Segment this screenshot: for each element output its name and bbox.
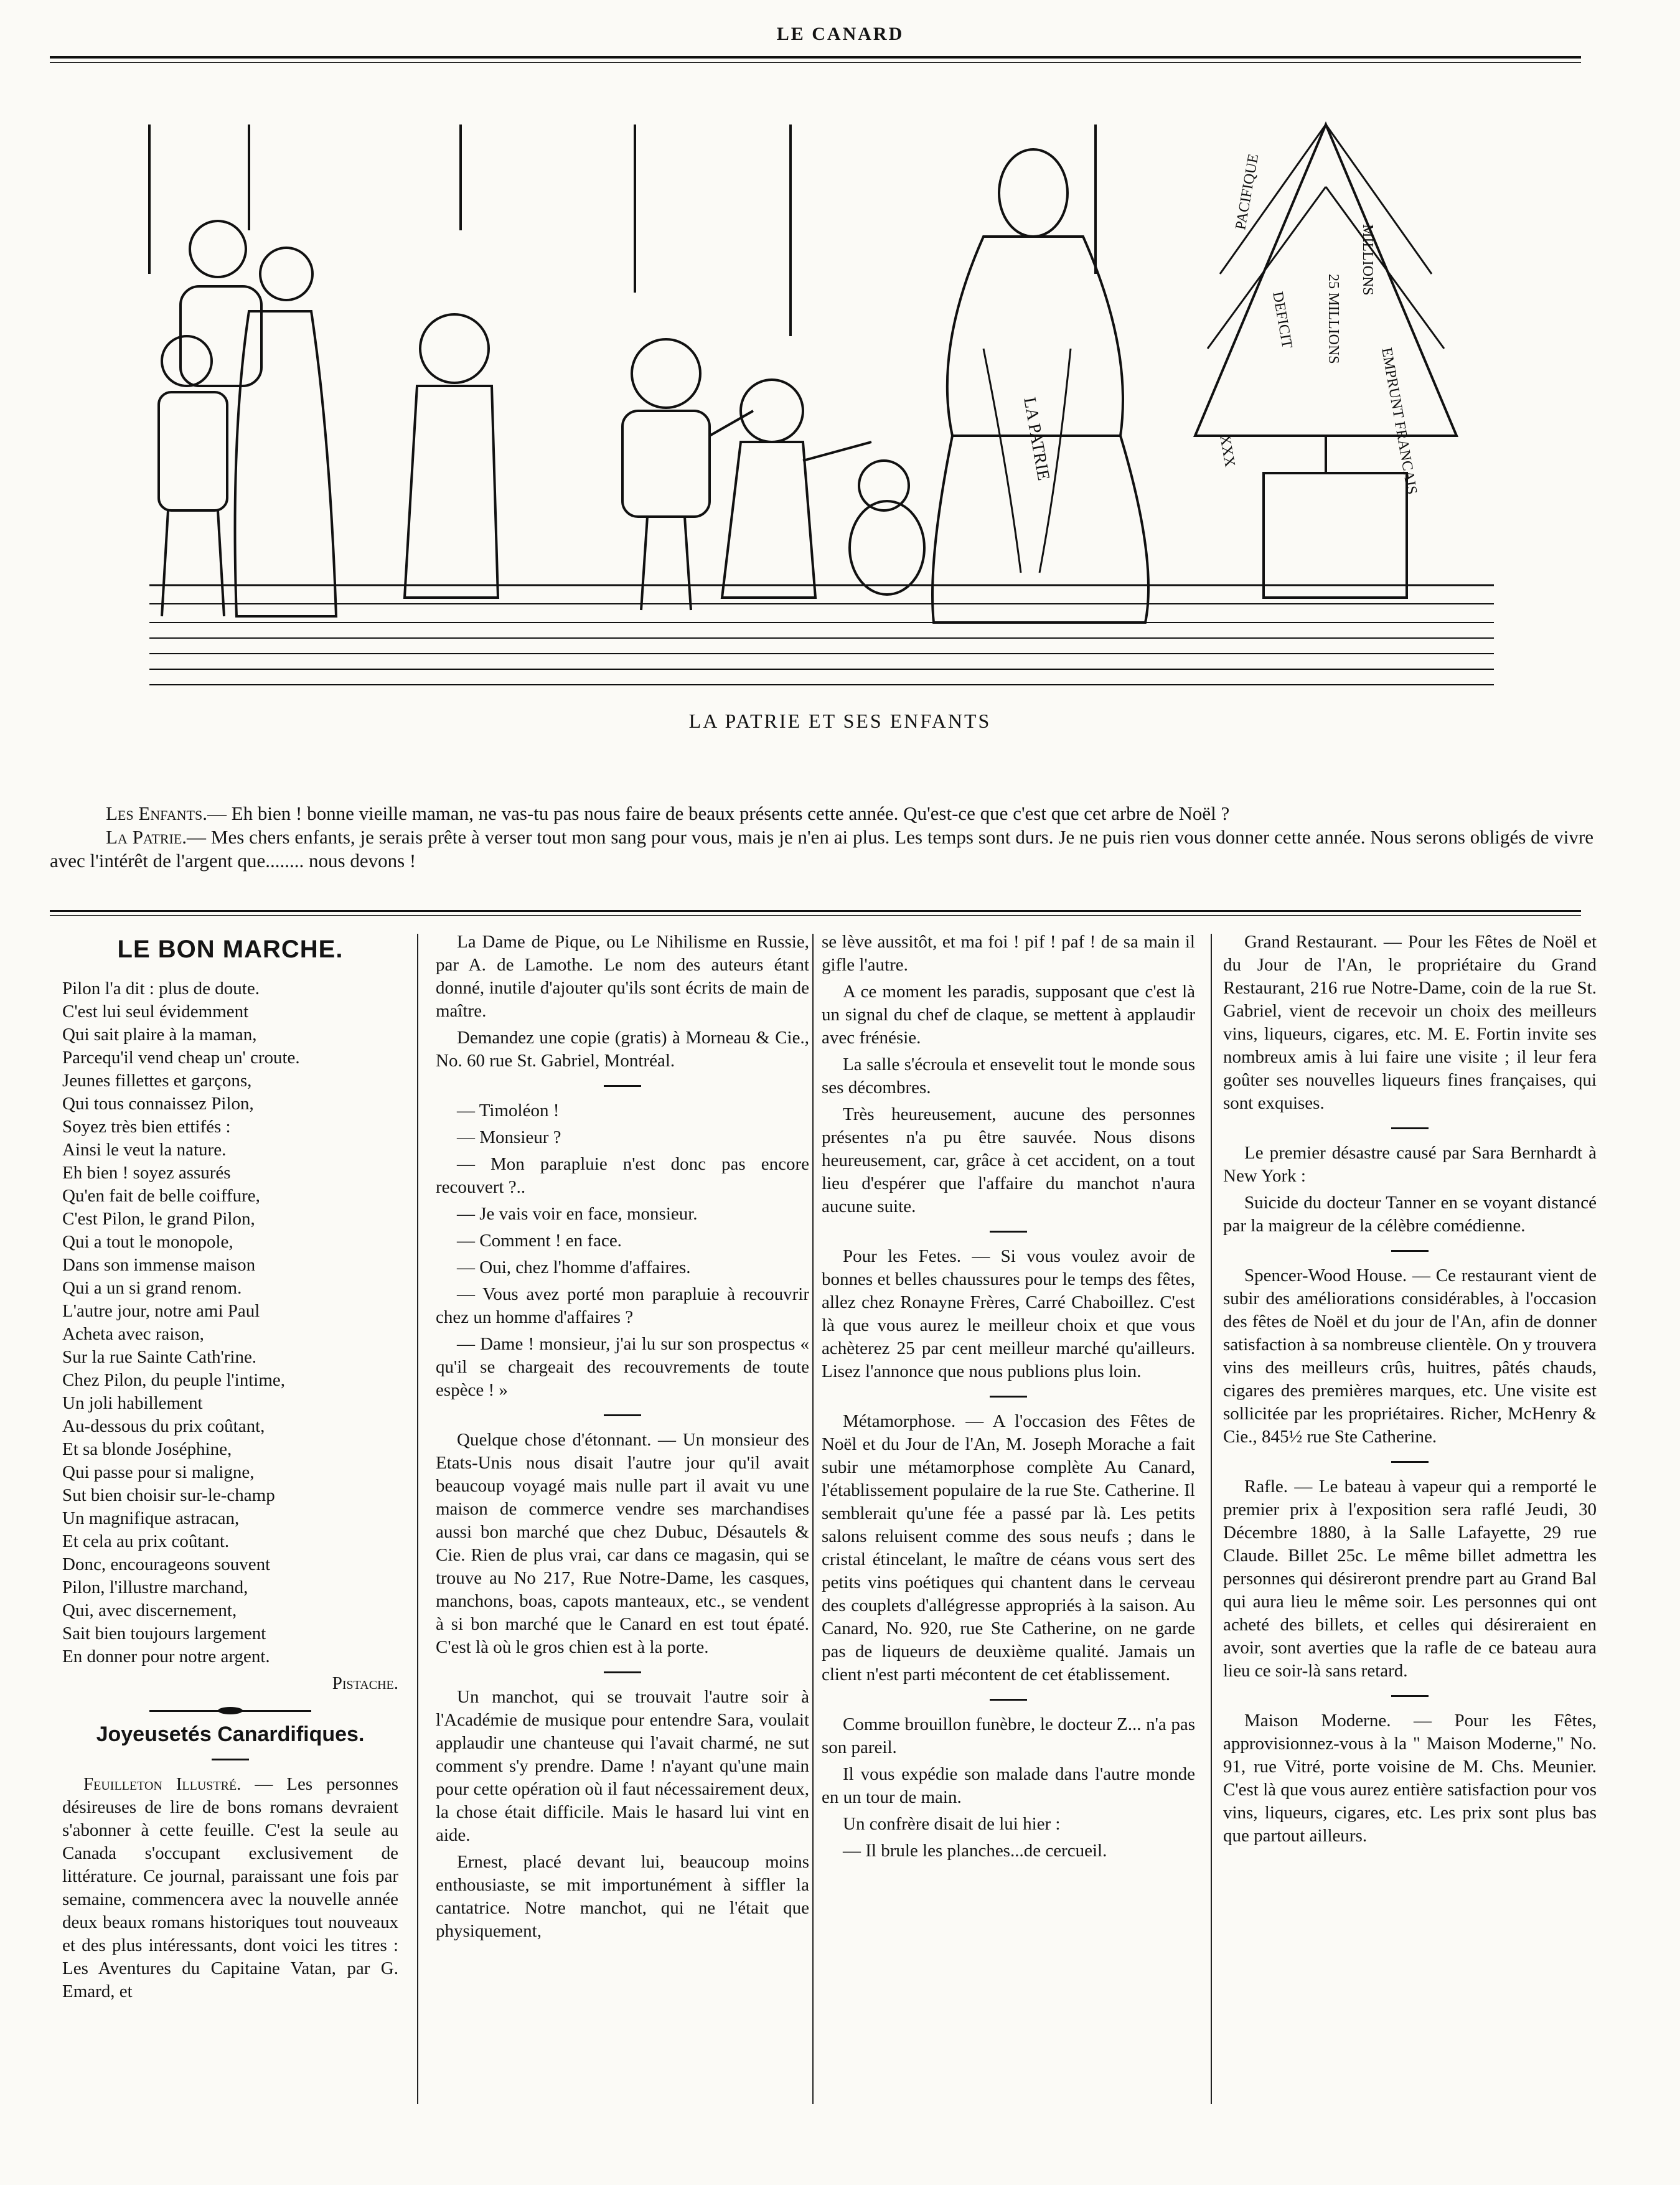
poem-line: Pilon l'a dit : plus de doute. [62, 979, 260, 999]
enfants-line [50, 802, 1593, 825]
paragraph: Demandez une copie (gratis) à Morneau & Cie., No. 60 rue St. Gabriel, Montréal. [436, 1028, 809, 1071]
dash-rule [604, 1414, 641, 1416]
dash-rule [1391, 1250, 1429, 1252]
headline-bon-marche: LE BON MARCHE. [117, 936, 344, 963]
paragraph: Maison Moderne. — Pour les Fêtes, approvisionnez-vous à la " Maison Moderne," No. 91, rue Vitré, porte voisine de M. Chs. Meunier. C'est là que vous aurez entière satisfaction pour vos vins, liqueurs, cigares, etc. Les prix sont plus bas que partout ailleurs. [1223, 1711, 1597, 1846]
section-rule [50, 910, 1581, 916]
dialogue-line: — Vous avez porté mon parapluie à recouvrir chez un homme d'affaires ? [436, 1284, 809, 1327]
column-3 [822, 931, 1195, 1866]
poem-line: Au-dessous du prix coûtant, [62, 1416, 265, 1436]
feuilleton-text: — Les personnes désireuses de lire de bons romans devraient s'abonner à cette feuille. C'est la seule au Canada s'occupant exclusivement de littérature. Ce journal, paraissant une fois par semaine, commencera avec la nouvelle année deux beaux romans historiques tout nouveaux et des plus intéressants, dont voici les titres : Les Aventures du Capitaine Vatan, par G. Emard, et [62, 1774, 398, 2001]
dialogue-line: — Je vais voir en face, monsieur. [457, 1204, 698, 1224]
poem-line: Eh bien ! soyez assurés [62, 1163, 231, 1183]
column-divider [417, 934, 418, 2104]
dialogue-line: — Oui, chez l'homme d'affaires. [457, 1257, 691, 1277]
dash-rule [1391, 1127, 1429, 1129]
poem-line: C'est Pilon, le grand Pilon, [62, 1209, 255, 1229]
column-divider [812, 934, 814, 2104]
girl-figure [405, 314, 498, 598]
poem-line: Et cela au prix coûtant. [62, 1531, 230, 1551]
patrie-line [50, 825, 1593, 873]
dash-rule [604, 1085, 641, 1087]
small-child-figure [722, 380, 871, 598]
paragraph: Un confrère disait de lui hier : [843, 1814, 1061, 1834]
dash-rule [1391, 1695, 1429, 1697]
poem-line: Qui sait plaire à la maman, [62, 1025, 257, 1045]
ornamental-rule [149, 1710, 311, 1712]
paragraph: La Dame de Pique, ou Le Nihilisme en Russie, par A. de Lamothe. Le nom des auteurs étant donné, inutile d'ajouter qu'ils sont écrits de main de maître. [436, 932, 809, 1021]
dialogue-line: — Comment ! en face. [457, 1231, 622, 1251]
poem-line: Un magnifique astracan, [62, 1508, 240, 1528]
paragraph: Très heureusement, aucune des personnes présentes n'a pu être sauvée. Nous disons heureusement, car, grâce à cet accident, on a tout lieu d'espérer que l'affaire du manchot n'aura aucune suite. [822, 1104, 1195, 1216]
feuilleton-paragraph [62, 1773, 398, 2003]
poem-line: Pilon, l'illustre marchand, [62, 1577, 248, 1597]
poem-line: Qui a un si grand renom. [62, 1278, 242, 1298]
dash-rule [990, 1396, 1027, 1398]
speaker-enfants: Les Enfants. [106, 802, 207, 824]
paragraph: Il vous expédie son malade dans l'autre monde en un tour de main. [822, 1764, 1195, 1807]
paragraph: Rafle. — Le bateau à vapeur qui a remporté le premier prix à l'exposition sera raflé Jeudi, 30 Décembre 1880, à la Salle Lafayette, 29 rue Claude. Billet 25c. Le même billet admettra les personnes qui désireront prendre part au Grand Bal qui aura lieu le même soir. Les personnes qui ont acheté des billets, et celles qui désireraient en avoir, sont averties que la rafle de ce bateau aura lieu ce soir-là sans retard. [1223, 1477, 1597, 1681]
tree-tag-4: EMPRUNT FRANCAIS [1378, 346, 1420, 496]
poem-line: L'autre jour, notre ami Paul [62, 1301, 260, 1321]
dash-rule [604, 1671, 641, 1673]
masthead: LE CANARD [776, 24, 904, 44]
poem-line: C'est lui seul évidemment [62, 1002, 249, 1022]
poem-line: Sut bien choisir sur-le-champ [62, 1485, 275, 1505]
mother-with-baby-figure [181, 221, 336, 616]
paragraph: Le premier désastre causé par Sara Bernhardt à New York : [1223, 1143, 1597, 1186]
paragraph: Spencer-Wood House. — Ce restaurant vient de subir des améliorations considérables, à l'occasion des fêtes de Noël et du jour de l'An, afin de donner satisfaction à sa nombreuse clientèle. On y trouvera vins des meilleurs crûs, huitres, pâtés chauds, cigares des premières marques, etc. Une visite est sollicitée par les propriétaires. Richer, McHenry & Cie., 845½ rue Ste Catherine. [1223, 1266, 1597, 1447]
poem-line: Jeunes fillettes et garçons, [62, 1071, 252, 1091]
column-1 [62, 931, 398, 2007]
dash-rule [212, 1759, 249, 1760]
paragraph: Grand Restaurant. — Pour les Fêtes de Noël et du Jour de l'An, le propriétaire du Grand Restaurant, 216 rue Notre-Dame, coin de la rue St. Gabriel, vient de recevoir un choix des meilleurs vins, liqueurs, cigares, etc. M. E. Fortin invite ses nombreux amis à lui faire une visite ; il leur fera goûter ses nouvelles liqueurs fines françaises, qui sont exquises. [1223, 932, 1597, 1113]
paragraph: Suicide du docteur Tanner en se voyant distancé par la maigreur de la célèbre comédienne. [1223, 1193, 1597, 1236]
poem-line: Chez Pilon, du peuple l'intime, [62, 1370, 286, 1390]
poem-line: Qui, avec discernement, [62, 1600, 237, 1620]
paragraph: Ernest, placé devant lui, beaucoup moins enthousiaste, se mit importunément à siffler la cantatrice. Notre manchot, qui ne l'était que physiquement, [436, 1852, 809, 1941]
dash-rule [990, 1231, 1027, 1233]
poem-line: Acheta avec raison, [62, 1324, 204, 1344]
poem-line: Qui passe pour si maligne, [62, 1462, 255, 1482]
tree-tag-3: 25 MILLIONS [1325, 274, 1341, 364]
dash-rule [990, 1699, 1027, 1701]
column-2 [436, 931, 809, 1947]
poem-line: Soyez très bien ettifés : [62, 1117, 231, 1137]
dialogue-line: — Dame ! monsieur, j'ai lu sur son prospectus « qu'il se chargeait des recouvrements de toute espèce ! » [436, 1334, 809, 1400]
paragraph: Un manchot, qui se trouvait l'autre soir à l'Académie de musique pour entendre Sara, voulait applaudir une chanteuse qui l'avait charmé, ne sut comment s'y prendre. Dame ! n'ayant qu'une main pour cette opération où il faut nécessairement deux, la chose était difficile. Mais le hasard lui vint en aide. [436, 1687, 809, 1845]
poem-line: Sait bien toujours largement [62, 1623, 266, 1643]
poem-line: Et sa blonde Joséphine, [62, 1439, 232, 1459]
patrie-text: — Mes chers enfants, je serais prête à verser tout mon sang pour vous, mais je n'en ai plus. Les temps sont durs. Je ne puis rien vous donner cette année. Nous serons obligés de vivre avec l'intérêt de l'argent que........ nous devons ! [50, 826, 1594, 872]
dialogue-line: — Mon parapluie n'est donc pas encore recouvert ?.. [436, 1154, 809, 1197]
paragraph: Pour les Fetes. — Si vous voulez avoir de bonnes et belles chaussures pour le temps des fêtes, allez chez Ronayne Frères, Carré Chaboillez. C'est là que vous aurez le meilleur choix et que vous achèterez 25 par cent meilleur marché qu'ailleurs. Lisez l'annonce que nous publions plus loin. [822, 1246, 1195, 1381]
poem-line: Qui tous connaissez Pilon, [62, 1094, 254, 1114]
poem-line: Qu'en fait de belle coiffure, [62, 1186, 260, 1206]
speaker-patrie: La Patrie. [106, 826, 187, 848]
column-divider [1211, 934, 1212, 2104]
baby-figure [850, 461, 924, 594]
paragraph: Métamorphose. — A l'occasion des Fêtes de Noël et du Jour de l'An, M. Joseph Morache a fait subir une métamorphose complète Au Canard, l'établissement populaire de la rue Ste. Catherine. Il semblerait qu'une fée a passé par là. Les petits salons reluisent comme des sous neufs ; dans le cristal étincelant, le maître de céans vous sert des petits vins poétiques qui chantent dans le cerveau des couplets d'allégresse appropriés à la saison. Au Canard, No. 920, rue Ste Catherine, on ne garde pas de liqueurs de deuxième qualité. Jamais un client n'est parti mécontent de cet établissement. [822, 1411, 1195, 1685]
signature: Pistache. [332, 1673, 398, 1693]
poem-line: Sur la rue Sainte Cath'rine. [62, 1347, 257, 1367]
tree-tag-1: PACIFIQUE [1232, 153, 1262, 232]
dash-rule [1391, 1461, 1429, 1463]
cartoon-illustration [124, 87, 1556, 697]
boy-figure [622, 339, 753, 610]
apron-label: LA PATRIE [1020, 395, 1054, 482]
boot-label: XXX [1216, 433, 1238, 469]
poem-line: Parcequ'il vend cheap un' croute. [62, 1048, 300, 1068]
paragraph: — Il brule les planches...de cercueil. [843, 1841, 1107, 1861]
paragraph: La salle s'écroula et ensevelit tout le monde sous ses décombres. [822, 1055, 1195, 1097]
column-4 [1223, 931, 1597, 1851]
poem-line: Dans son immense maison [62, 1255, 256, 1275]
child-back-figure [159, 336, 227, 616]
dialogue-line: — Timoléon ! [457, 1101, 560, 1121]
feuilleton-lead: Feuilleton Illustré. [83, 1774, 242, 1794]
paragraph: A ce moment les paradis, supposant que c'est là un signal du chef de claque, se mettent à applaudir avec frénésie. [822, 982, 1195, 1048]
poem [62, 977, 398, 1668]
caption-title: LA PATRIE ET SES ENFANTS [688, 710, 992, 732]
caption-dialogue [50, 802, 1593, 873]
poem-line: Qui a tout le monopole, [62, 1232, 233, 1252]
enfants-text: — Eh bien ! bonne vieille maman, ne vas-tu pas nous faire de beaux présents cette année. Qu'est-ce que c'est que cet arbre de Noël ? [207, 802, 1230, 824]
tree-tag-5: MILLIONS [1359, 224, 1376, 296]
dialogue-line: — Monsieur ? [457, 1127, 561, 1147]
top-rule [50, 56, 1581, 63]
paragraph: Comme brouillon funèbre, le docteur Z... n'a pas son pareil. [822, 1714, 1195, 1757]
poem-line: En donner pour notre argent. [62, 1647, 270, 1666]
poem-line: Ainsi le veut la nature. [62, 1140, 227, 1160]
poem-line: Un joli habillement [62, 1393, 203, 1413]
tree-tag-2: DEFICIT [1269, 290, 1295, 350]
headline-joyeusetes: Joyeusetés Canardifiques. [96, 1722, 365, 1746]
paragraph: se lève aussitôt, et ma foi ! pif ! paf ! de sa main il gifle l'autre. [822, 932, 1195, 975]
la-patrie-figure [932, 149, 1148, 623]
paragraph: Quelque chose d'étonnant. — Un monsieur des Etats-Unis nous disait l'autre jour qu'il avait beaucoup voyagé mais nulle part il avait vu une maison de commerce vendre ses marchandises aussi bon marché que chez Dubuc, Désautels & Cie. Rien de plus vrai, car dans ce magasin, qui se trouve au No 217, Rue Notre-Dame, les casques, manchons, boas, capots manteaux, etc., se vendent à si bon marché que le Canard en est tout épaté. C'est là où le gros chien est à la porte. [436, 1430, 809, 1657]
poem-line: Donc, encourageons souvent [62, 1554, 271, 1574]
